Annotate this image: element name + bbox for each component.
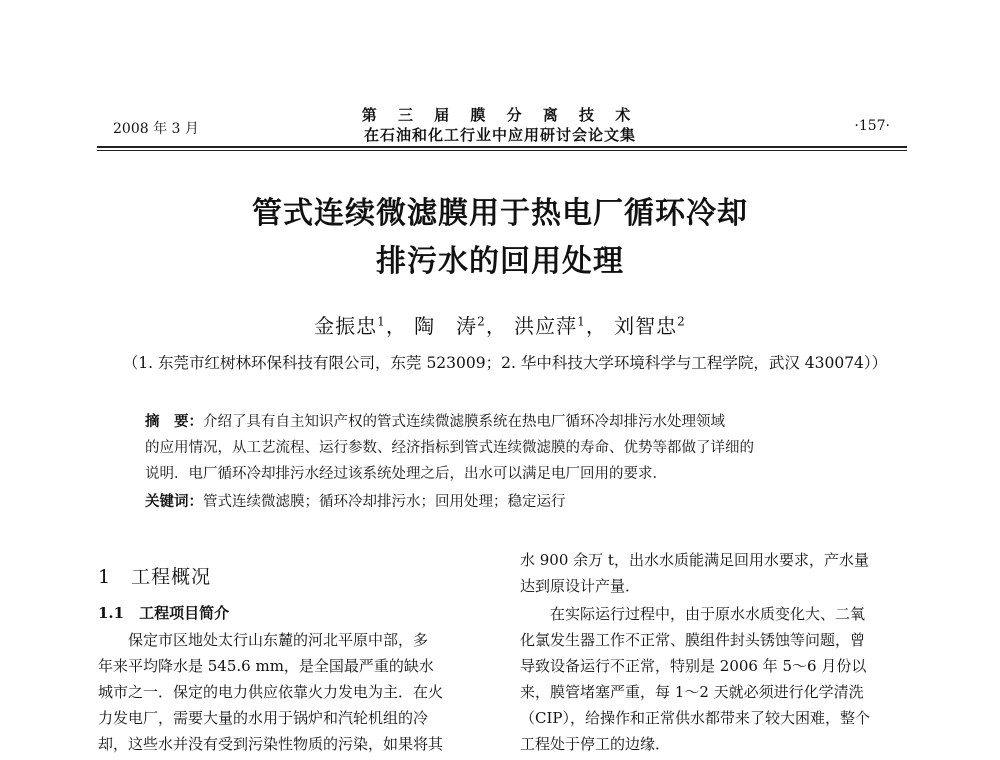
- keywords-line: [145, 490, 875, 511]
- body-line: 力发电厂，需要大量的水用于锅炉和汽轮机组的冷: [98, 709, 429, 727]
- author-affiliation-mark: 2: [677, 314, 686, 329]
- header-date: 2008 年 3 月: [113, 121, 199, 137]
- abstract-line-1: [145, 410, 875, 431]
- author-name: 金振忠: [314, 314, 378, 338]
- body-line: 化氯发生器工作不正常、膜组件封头锈蚀等问题，曾: [520, 631, 866, 649]
- body-line: 却，这些水并没有受到污染性物质的污染，如果将其: [98, 735, 444, 753]
- body-line: （CIP），给操作和正常供水都带来了较大困难，整个: [520, 709, 870, 727]
- keywords-label: 关键词：: [145, 493, 203, 510]
- body-line: 城市之一．保定的电力供应依靠火力发电为主．在火: [98, 683, 444, 701]
- body-line: 年来平均降水是 545.6 mm，是全国最严重的缺水: [98, 657, 434, 675]
- abstract-label: 摘 要：: [145, 413, 203, 430]
- body-line: 在实际运行过程中，由于原水水质变化大、二氧: [520, 605, 866, 623]
- body-line: 来，膜管堵塞严重，每 1～2 天就必须进行化学清洗: [520, 683, 864, 701]
- keywords-text: 管式连续微滤膜；循环冷却排污水；回用处理；稳定运行: [203, 494, 566, 510]
- author-affiliation-mark: 1: [577, 314, 586, 329]
- page-number: ·157·: [854, 118, 890, 134]
- author-separator: ，: [585, 314, 607, 338]
- affiliations: （1. 东莞市红树林环保科技有限公司，东莞 523009；2. 华中科技大学环境科学与工程学院，武汉 430074））: [122, 354, 888, 372]
- body-line: 达到原设计产量．: [520, 577, 641, 595]
- proceedings-title-line1: 第 三 届 膜 分 离 技 术: [361, 106, 639, 124]
- body-line: 保定市区地处太行山东麓的河北平原中部，多: [98, 631, 429, 649]
- body-line: 水 900 余万 t，出水水质能满足回用水要求，产水量: [520, 551, 869, 569]
- author-list: [150, 310, 850, 339]
- author-affiliation-mark: 2: [477, 314, 486, 329]
- author-separator: ，: [485, 314, 507, 338]
- author-name: 陶 涛: [414, 314, 478, 338]
- body-line: 工程处于停工的边缘．: [520, 735, 671, 753]
- author-name: 洪应萍: [514, 314, 578, 338]
- abstract-text: 介绍了具有自主知识产权的管式连续微滤膜系统在热电厂循环冷却排污水处理领域: [203, 414, 725, 430]
- abstract-line-2: 的应用情况，从工艺流程、运行参数、经济指标到管式连续微滤膜的寿命、优势等都做了详细的: [145, 440, 754, 456]
- author-separator: ，: [385, 314, 407, 338]
- abstract-line-3: 说明．电厂循环冷却排污水经过该系统处理之后，出水可以满足电厂回用的要求．: [145, 466, 667, 482]
- paper-title-line2: 排污水的回用处理: [376, 244, 624, 279]
- paper-title-line1: 管式连续微滤膜用于热电厂循环冷却: [252, 196, 748, 231]
- subsection-heading: 1.1 工程项目简介: [98, 604, 230, 622]
- proceedings-title-line2: 在石油和化工行业中应用研讨会论文集: [363, 126, 636, 144]
- author-affiliation-mark: 1: [377, 314, 386, 329]
- header-rule-thick: [97, 146, 907, 148]
- section-heading: 1 工程概况: [98, 566, 212, 588]
- header-rule-thin: [97, 150, 907, 151]
- body-line: 导致设备运行不正常，特别是 2006 年 5～6 月份以: [520, 657, 867, 675]
- author-name: 刘智忠: [614, 314, 678, 338]
